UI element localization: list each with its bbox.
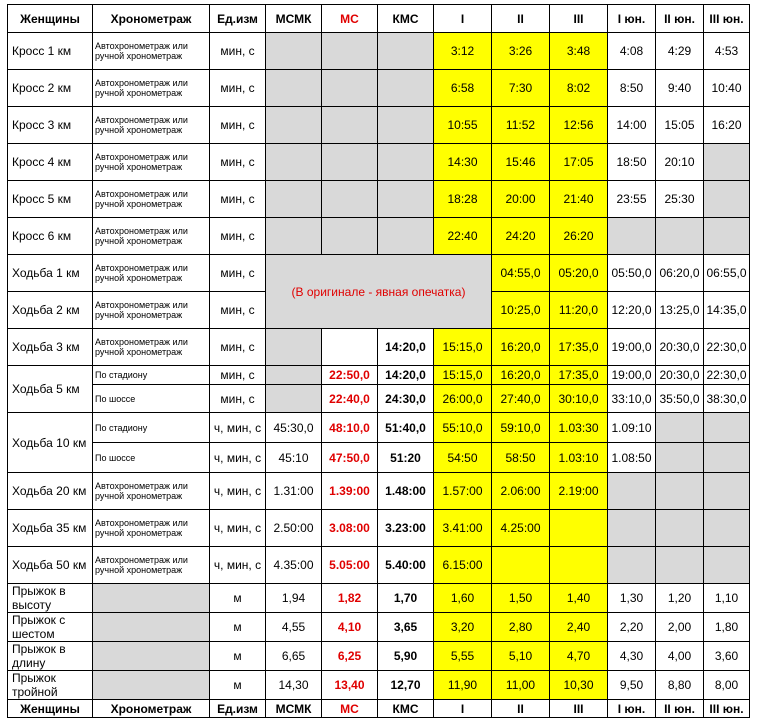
timing-cell: По стадиону bbox=[93, 366, 210, 385]
empty-cell bbox=[656, 218, 704, 255]
value-cell: 20:10 bbox=[656, 144, 704, 181]
empty-cell bbox=[322, 329, 378, 366]
empty-cell bbox=[378, 33, 434, 70]
value-cell: 22:40 bbox=[434, 218, 492, 255]
value-cell: 5.40:00 bbox=[378, 547, 434, 584]
value-cell: 1,60 bbox=[434, 584, 492, 613]
value-cell: 6,65 bbox=[266, 642, 322, 671]
value-cell: 51:20 bbox=[378, 443, 434, 473]
timing-cell: По стадиону bbox=[93, 413, 210, 443]
unit-cell: мин, с bbox=[210, 33, 266, 70]
event-name: Ходьба 2 км bbox=[8, 292, 93, 329]
value-cell bbox=[550, 547, 608, 584]
header-cell: III bbox=[550, 5, 608, 33]
value-cell: 06:20,0 bbox=[656, 255, 704, 292]
value-cell: 35:50,0 bbox=[656, 385, 704, 413]
value-cell: 13:25,0 bbox=[656, 292, 704, 329]
value-cell: 6,25 bbox=[322, 642, 378, 671]
empty-cell bbox=[608, 473, 656, 510]
unit-cell: мин, с bbox=[210, 385, 266, 413]
unit-cell: мин, с bbox=[210, 218, 266, 255]
header-cell: МС bbox=[322, 5, 378, 33]
timing-cell: Автохронометраж или ручной хронометраж bbox=[93, 510, 210, 547]
event-name: Прыжок тройной bbox=[8, 671, 93, 700]
header-cell: I bbox=[434, 5, 492, 33]
value-cell: 2.50:00 bbox=[266, 510, 322, 547]
event-name: Ходьба 35 км bbox=[8, 510, 93, 547]
footer-cell: III юн. bbox=[704, 700, 750, 718]
value-cell: 2.06:00 bbox=[492, 473, 550, 510]
unit-cell: м bbox=[210, 671, 266, 700]
empty-cell bbox=[322, 70, 378, 107]
value-cell: 26:00,0 bbox=[434, 385, 492, 413]
empty-cell bbox=[378, 107, 434, 144]
table-row bbox=[8, 329, 750, 366]
header-cell: МСМК bbox=[266, 5, 322, 33]
value-cell: 14:35,0 bbox=[704, 292, 750, 329]
value-cell: 24:20 bbox=[492, 218, 550, 255]
unit-cell: ч, мин, с bbox=[210, 443, 266, 473]
empty-cell bbox=[704, 181, 750, 218]
value-cell: 45:10 bbox=[266, 443, 322, 473]
value-cell: 4.35:00 bbox=[266, 547, 322, 584]
footer-cell: МСМК bbox=[266, 700, 322, 718]
empty-cell bbox=[656, 413, 704, 443]
header-cell: II юн. bbox=[656, 5, 704, 33]
value-cell: 2.19:00 bbox=[550, 473, 608, 510]
empty-cell bbox=[266, 366, 322, 385]
value-cell: 4,70 bbox=[550, 642, 608, 671]
value-cell: 1,70 bbox=[378, 584, 434, 613]
value-cell: 9,50 bbox=[608, 671, 656, 700]
value-cell: 14:20,0 bbox=[378, 366, 434, 385]
value-cell: 1.09:10 bbox=[608, 413, 656, 443]
value-cell: 16:20,0 bbox=[492, 329, 550, 366]
header-cell: I юн. bbox=[608, 5, 656, 33]
unit-cell: мин, с bbox=[210, 255, 266, 292]
empty-cell bbox=[266, 181, 322, 218]
value-cell: 4.25:00 bbox=[492, 510, 550, 547]
value-cell: 4:29 bbox=[656, 33, 704, 70]
value-cell: 22:50,0 bbox=[322, 366, 378, 385]
event-name: Прыжок в длину bbox=[8, 642, 93, 671]
value-cell bbox=[492, 547, 550, 584]
value-cell: 2,20 bbox=[608, 613, 656, 642]
event-name: Кросс 6 км bbox=[8, 218, 93, 255]
timing-cell: Автохронометраж или ручной хронометраж bbox=[93, 547, 210, 584]
value-cell: 14:00 bbox=[608, 107, 656, 144]
value-cell: 3,20 bbox=[434, 613, 492, 642]
footer-cell: II юн. bbox=[656, 700, 704, 718]
footer-row bbox=[8, 700, 750, 718]
unit-cell: мин, с bbox=[210, 292, 266, 329]
empty-cell bbox=[704, 413, 750, 443]
value-cell: 23:55 bbox=[608, 181, 656, 218]
unit-cell: ч, мин, с bbox=[210, 413, 266, 443]
empty-cell bbox=[656, 473, 704, 510]
value-cell: 6:58 bbox=[434, 70, 492, 107]
value-cell: 1.03:10 bbox=[550, 443, 608, 473]
unit-cell: мин, с bbox=[210, 70, 266, 107]
value-cell: 4,55 bbox=[266, 613, 322, 642]
unit-cell: м bbox=[210, 584, 266, 613]
value-cell: 1.57:00 bbox=[434, 473, 492, 510]
table-row bbox=[8, 218, 750, 255]
value-cell: 8,80 bbox=[656, 671, 704, 700]
value-cell: 05:20,0 bbox=[550, 255, 608, 292]
empty-cell bbox=[704, 218, 750, 255]
empty-cell bbox=[266, 70, 322, 107]
value-cell: 38:30,0 bbox=[704, 385, 750, 413]
table-row bbox=[8, 510, 750, 547]
table-row bbox=[8, 144, 750, 181]
event-name: Кросс 1 км bbox=[8, 33, 93, 70]
value-cell: 5,55 bbox=[434, 642, 492, 671]
header-cell: КМС bbox=[378, 5, 434, 33]
event-name: Ходьба 3 км bbox=[8, 329, 93, 366]
footer-cell: Хронометраж bbox=[93, 700, 210, 718]
value-cell: 22:30,0 bbox=[704, 329, 750, 366]
value-cell: 1,50 bbox=[492, 584, 550, 613]
value-cell: 12:56 bbox=[550, 107, 608, 144]
value-cell: 12,70 bbox=[378, 671, 434, 700]
empty-cell bbox=[93, 584, 210, 613]
unit-cell: мин, с bbox=[210, 366, 266, 385]
empty-cell bbox=[608, 547, 656, 584]
value-cell: 59:10,0 bbox=[492, 413, 550, 443]
empty-cell bbox=[656, 443, 704, 473]
empty-cell bbox=[322, 144, 378, 181]
timing-cell: Автохронометраж или ручной хронометраж bbox=[93, 292, 210, 329]
value-cell: 27:40,0 bbox=[492, 385, 550, 413]
value-cell: 22:40,0 bbox=[322, 385, 378, 413]
value-cell: 4,30 bbox=[608, 642, 656, 671]
table-row bbox=[8, 547, 750, 584]
value-cell: 4:53 bbox=[704, 33, 750, 70]
footer-cell: I bbox=[434, 700, 492, 718]
event-name: Прыжок в высоту bbox=[8, 584, 93, 613]
header-cell: Хронометраж bbox=[93, 5, 210, 33]
value-cell: 17:05 bbox=[550, 144, 608, 181]
empty-cell bbox=[266, 33, 322, 70]
value-cell: 58:50 bbox=[492, 443, 550, 473]
value-cell: 13,40 bbox=[322, 671, 378, 700]
table-row bbox=[8, 642, 750, 671]
value-cell: 17:35,0 bbox=[550, 329, 608, 366]
event-name: Кросс 4 км bbox=[8, 144, 93, 181]
value-cell: 7:30 bbox=[492, 70, 550, 107]
table-row bbox=[8, 613, 750, 642]
footer-cell: МС bbox=[322, 700, 378, 718]
timing-cell: По шоссе bbox=[93, 385, 210, 413]
empty-cell bbox=[93, 642, 210, 671]
value-cell: 15:05 bbox=[656, 107, 704, 144]
value-cell: 3.41:00 bbox=[434, 510, 492, 547]
value-cell: 15:15,0 bbox=[434, 366, 492, 385]
timing-cell: Автохронометраж или ручной хронометраж bbox=[93, 107, 210, 144]
empty-cell bbox=[266, 107, 322, 144]
empty-cell bbox=[608, 218, 656, 255]
unit-cell: ч, мин, с bbox=[210, 473, 266, 510]
value-cell: 15:15,0 bbox=[434, 329, 492, 366]
empty-cell bbox=[322, 181, 378, 218]
value-cell: 20:30,0 bbox=[656, 329, 704, 366]
value-cell: 25:30 bbox=[656, 181, 704, 218]
value-cell: 1.39:00 bbox=[322, 473, 378, 510]
empty-cell bbox=[704, 473, 750, 510]
value-cell: 18:28 bbox=[434, 181, 492, 218]
empty-cell bbox=[93, 613, 210, 642]
empty-cell bbox=[322, 218, 378, 255]
value-cell: 33:10,0 bbox=[608, 385, 656, 413]
empty-cell bbox=[656, 510, 704, 547]
empty-cell bbox=[93, 671, 210, 700]
value-cell: 3,60 bbox=[704, 642, 750, 671]
value-cell: 11,00 bbox=[492, 671, 550, 700]
value-cell: 10:55 bbox=[434, 107, 492, 144]
value-cell: 16:20,0 bbox=[492, 366, 550, 385]
value-cell: 1,94 bbox=[266, 584, 322, 613]
value-cell: 15:46 bbox=[492, 144, 550, 181]
value-cell: 20:00 bbox=[492, 181, 550, 218]
table-row bbox=[8, 366, 750, 385]
empty-cell bbox=[378, 70, 434, 107]
table-row bbox=[8, 70, 750, 107]
empty-cell bbox=[266, 385, 322, 413]
header-cell: Ед.изм bbox=[210, 5, 266, 33]
event-name: Ходьба 1 км bbox=[8, 255, 93, 292]
timing-cell: Автохронометраж или ручной хронометраж bbox=[93, 33, 210, 70]
unit-cell: мин, с bbox=[210, 329, 266, 366]
value-cell: 14:20,0 bbox=[378, 329, 434, 366]
event-name: Ходьба 5 км bbox=[8, 366, 93, 413]
value-cell: 45:30,0 bbox=[266, 413, 322, 443]
timing-cell: Автохронометраж или ручной хронометраж bbox=[93, 473, 210, 510]
footer-cell: Ед.изм bbox=[210, 700, 266, 718]
typo-note: (В оригинале - явная опечатка) bbox=[266, 255, 492, 329]
empty-cell bbox=[322, 33, 378, 70]
value-cell: 17:35,0 bbox=[550, 366, 608, 385]
value-cell: 8:50 bbox=[608, 70, 656, 107]
footer-cell: КМС bbox=[378, 700, 434, 718]
table-row bbox=[8, 255, 750, 292]
timing-cell: Автохронометраж или ручной хронометраж bbox=[93, 329, 210, 366]
value-cell: 1,82 bbox=[322, 584, 378, 613]
timing-cell: По шоссе bbox=[93, 443, 210, 473]
timing-cell: Автохронометраж или ручной хронометраж bbox=[93, 181, 210, 218]
value-cell: 10:25,0 bbox=[492, 292, 550, 329]
value-cell: 12:20,0 bbox=[608, 292, 656, 329]
value-cell: 3:48 bbox=[550, 33, 608, 70]
value-cell: 1,20 bbox=[656, 584, 704, 613]
unit-cell: ч, мин, с bbox=[210, 510, 266, 547]
value-cell: 1.31:00 bbox=[266, 473, 322, 510]
event-name: Ходьба 10 км bbox=[8, 413, 93, 473]
value-cell: 5,90 bbox=[378, 642, 434, 671]
empty-cell bbox=[378, 181, 434, 218]
value-cell: 8,00 bbox=[704, 671, 750, 700]
table-row bbox=[8, 107, 750, 144]
header-row bbox=[8, 5, 750, 33]
value-cell: 18:50 bbox=[608, 144, 656, 181]
timing-cell: Автохронометраж или ручной хронометраж bbox=[93, 70, 210, 107]
footer-cell: III bbox=[550, 700, 608, 718]
standards-table bbox=[7, 4, 750, 718]
value-cell: 11,90 bbox=[434, 671, 492, 700]
value-cell: 3:12 bbox=[434, 33, 492, 70]
event-name: Ходьба 50 км bbox=[8, 547, 93, 584]
footer-cell: II bbox=[492, 700, 550, 718]
value-cell: 55:10,0 bbox=[434, 413, 492, 443]
value-cell: 4:08 bbox=[608, 33, 656, 70]
value-cell: 1.08:50 bbox=[608, 443, 656, 473]
table-row bbox=[8, 671, 750, 700]
footer-cell: I юн. bbox=[608, 700, 656, 718]
empty-cell bbox=[704, 510, 750, 547]
value-cell: 5,10 bbox=[492, 642, 550, 671]
value-cell: 4,00 bbox=[656, 642, 704, 671]
event-name: Кросс 2 км bbox=[8, 70, 93, 107]
empty-cell bbox=[608, 510, 656, 547]
value-cell: 11:52 bbox=[492, 107, 550, 144]
value-cell: 1,10 bbox=[704, 584, 750, 613]
event-name: Кросс 3 км bbox=[8, 107, 93, 144]
value-cell: 2,80 bbox=[492, 613, 550, 642]
empty-cell bbox=[266, 218, 322, 255]
value-cell: 1,30 bbox=[608, 584, 656, 613]
value-cell: 04:55,0 bbox=[492, 255, 550, 292]
value-cell: 3:26 bbox=[492, 33, 550, 70]
table-row bbox=[8, 385, 750, 413]
value-cell: 19:00,0 bbox=[608, 329, 656, 366]
empty-cell bbox=[378, 218, 434, 255]
header-cell: Женщины bbox=[8, 5, 93, 33]
empty-cell bbox=[266, 329, 322, 366]
value-cell: 1.03:30 bbox=[550, 413, 608, 443]
unit-cell: ч, мин, с bbox=[210, 547, 266, 584]
value-cell: 1,80 bbox=[704, 613, 750, 642]
value-cell: 6.15:00 bbox=[434, 547, 492, 584]
value-cell: 10:40 bbox=[704, 70, 750, 107]
value-cell: 2,00 bbox=[656, 613, 704, 642]
event-name: Кросс 5 км bbox=[8, 181, 93, 218]
unit-cell: мин, с bbox=[210, 181, 266, 218]
value-cell: 9:40 bbox=[656, 70, 704, 107]
empty-cell bbox=[656, 547, 704, 584]
value-cell: 8:02 bbox=[550, 70, 608, 107]
event-name: Прыжок с шестом bbox=[8, 613, 93, 642]
value-cell: 06:55,0 bbox=[704, 255, 750, 292]
table-row bbox=[8, 584, 750, 613]
timing-cell: Автохронометраж или ручной хронометраж bbox=[93, 144, 210, 181]
value-cell: 24:30,0 bbox=[378, 385, 434, 413]
unit-cell: мин, с bbox=[210, 144, 266, 181]
empty-cell bbox=[378, 144, 434, 181]
table-row bbox=[8, 33, 750, 70]
value-cell: 14,30 bbox=[266, 671, 322, 700]
empty-cell bbox=[704, 443, 750, 473]
value-cell: 3.23:00 bbox=[378, 510, 434, 547]
value-cell: 10,30 bbox=[550, 671, 608, 700]
unit-cell: м bbox=[210, 613, 266, 642]
value-cell: 3.08:00 bbox=[322, 510, 378, 547]
empty-cell bbox=[322, 107, 378, 144]
value-cell: 30:10,0 bbox=[550, 385, 608, 413]
value-cell: 54:50 bbox=[434, 443, 492, 473]
empty-cell bbox=[266, 144, 322, 181]
timing-cell: Автохронометраж или ручной хронометраж bbox=[93, 255, 210, 292]
value-cell: 22:30,0 bbox=[704, 366, 750, 385]
value-cell: 51:40,0 bbox=[378, 413, 434, 443]
unit-cell: мин, с bbox=[210, 107, 266, 144]
value-cell: 3,65 bbox=[378, 613, 434, 642]
unit-cell: м bbox=[210, 642, 266, 671]
value-cell: 1,40 bbox=[550, 584, 608, 613]
value-cell: 16:20 bbox=[704, 107, 750, 144]
value-cell: 48:10,0 bbox=[322, 413, 378, 443]
table-row bbox=[8, 443, 750, 473]
value-cell: 4,10 bbox=[322, 613, 378, 642]
value-cell: 20:30,0 bbox=[656, 366, 704, 385]
timing-cell: Автохронометраж или ручной хронометраж bbox=[93, 218, 210, 255]
value-cell: 05:50,0 bbox=[608, 255, 656, 292]
value-cell: 2,40 bbox=[550, 613, 608, 642]
value-cell bbox=[550, 510, 608, 547]
value-cell: 5.05:00 bbox=[322, 547, 378, 584]
value-cell: 14:30 bbox=[434, 144, 492, 181]
table-row bbox=[8, 473, 750, 510]
header-cell: III юн. bbox=[704, 5, 750, 33]
table-row bbox=[8, 181, 750, 218]
header-cell: II bbox=[492, 5, 550, 33]
value-cell: 21:40 bbox=[550, 181, 608, 218]
empty-cell bbox=[704, 144, 750, 181]
event-name: Ходьба 20 км bbox=[8, 473, 93, 510]
footer-cell: Женщины bbox=[8, 700, 93, 718]
value-cell: 19:00,0 bbox=[608, 366, 656, 385]
value-cell: 47:50,0 bbox=[322, 443, 378, 473]
value-cell: 1.48:00 bbox=[378, 473, 434, 510]
value-cell: 11:20,0 bbox=[550, 292, 608, 329]
table-row bbox=[8, 413, 750, 443]
value-cell: 26:20 bbox=[550, 218, 608, 255]
empty-cell bbox=[704, 547, 750, 584]
